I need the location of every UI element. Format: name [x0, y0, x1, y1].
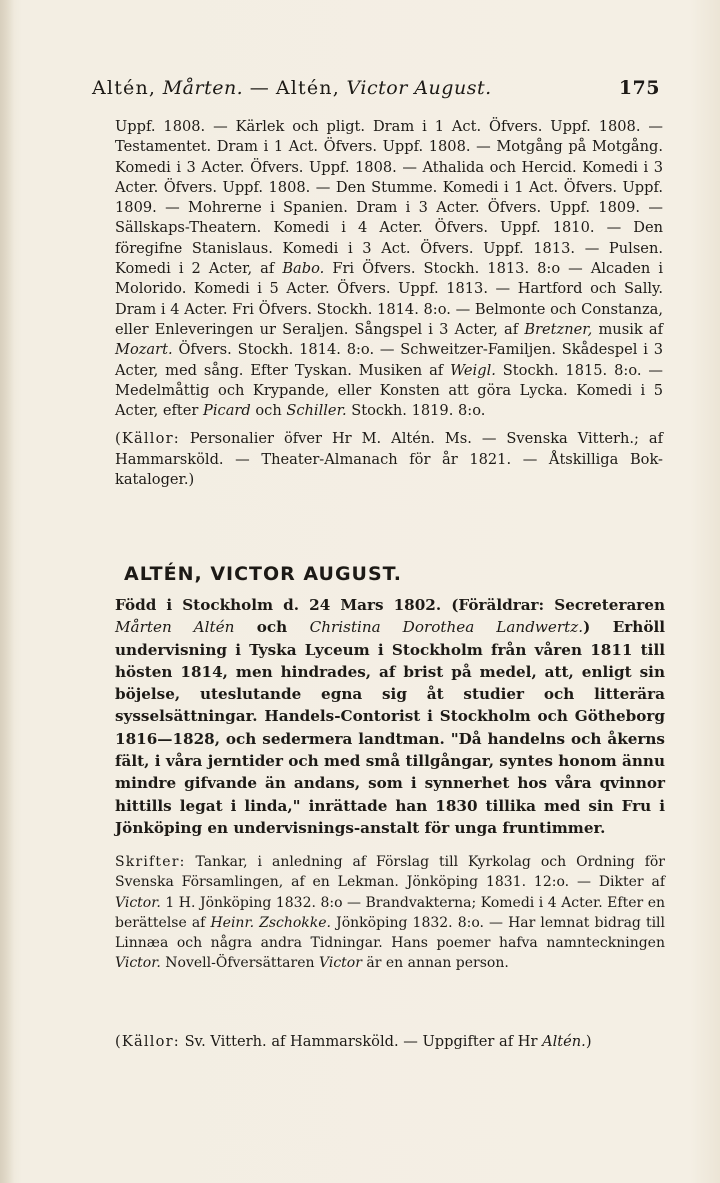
works-text: musik af [598, 320, 663, 338]
bio-text: Född i Stockholm d. 24 Mars 1802. (Föräldrar: Secreteraren [115, 596, 665, 614]
victor-sources [115, 1032, 665, 1052]
header-surname-1: Altén, [92, 77, 157, 99]
writings-text: Tankar, i anledning af Förslag till Kyrkolag och Ordning för Svenska Församlingen, af en Lekman. Jönköping 1831. 12:o. — Dikter af [115, 854, 665, 891]
works-text: Stockh. 1819. 8:o. [351, 402, 486, 420]
writings-text: är en annan person. [366, 955, 509, 972]
page-fold-shadow [0, 0, 14, 1183]
bio-text: ) Erhöll undervisning i Tyska Lyceum i Stockholm från våren 1811 till hösten 1814, men hindrades, af brist på medel, att, enligt sin böjelse, uteslutande egna sig åt studier och litterära sysselsättningar. Handels-Contorist i Stockholm och Götheborg 1816—1828, och sedermera landtman. "Då handelns och åkerns fält, i våra jerntider och med små tillgångar, syntes honom ännu mindre gifvande än andans, som i synnerhet hos våra qvinnor hittills legat i linda," inrättade han 1830 tillika med sin Fru i Jönköping en undervisnings-anstalt för unga fruntimmer. [115, 618, 665, 837]
pen-name-victor: Victor. [115, 955, 161, 972]
sources-text: Sv. Vitterh. af Hammarsköld. — Uppgifter af Hr [184, 1033, 538, 1050]
parent-mother: Christina Dorothea Landwertz. [309, 618, 584, 637]
header-firstname-2: Victor August. [346, 77, 492, 99]
writings-label: Skrifter: [115, 854, 186, 870]
author-picard: Picard [203, 402, 251, 420]
author-mozart: Mozart. [115, 341, 173, 359]
bio-text: och [256, 618, 288, 637]
works-text: Fri Öfvers. Stockh. 1813. 8:o — Alcaden i Molorido. Komedi i 5 Acter. Öfvers. Uppf. 1813. — Hartford och Sally. Dram i 4 Acter. Fri Öfvers. Stockh. 1814. 8:o. — Belmonte och Constanza, eller Enleveringen ur Seraljen. Sångspel i 3 Acter, af [115, 260, 663, 338]
entry-title-victor: ALTÉN, VICTOR AUGUST. [124, 563, 402, 585]
marten-works-section [115, 117, 663, 490]
sources-close: ) [585, 1033, 592, 1050]
victor-biography [115, 594, 665, 839]
marten-works-paragraph [115, 117, 663, 421]
header-dash: — [249, 77, 270, 99]
pen-name-victor: Victor. [115, 894, 161, 911]
sources-label: (Källor: [115, 430, 180, 448]
pen-name-victor: Victor [318, 955, 362, 972]
writings-text: 1 H. Jönköping 1832. 8:o — Brandvakterna; Komedi i 4 Acter. Efter en berättelse af [115, 894, 665, 931]
author-zschokke: Heinr. Zschokke. [210, 914, 332, 931]
victor-writings [115, 852, 665, 974]
marten-sources [115, 429, 663, 490]
works-text: Öfvers. Stockh. 1814. 8:o. — Schweitzer-Familjen. Skådespel i 3 Acter, med sång. Efter Tyskan. Musiken af [115, 341, 664, 379]
works-text: Uppf. 1808. — Kärlek och pligt. Dram i 1 Act. Öfvers. Uppf. 1808. — Testamentet. Dram i 1 Act. Öfvers. Uppf. 1808. — Motgång på Motgång. Komedi i 3 Acter. Öfvers. Uppf. 1808. — Athalida och Hercid. Komedi i 3 Acter. Öfvers. Uppf. 1808. — Den Stumme. Komedi i 1 Act. Öfvers. Uppf. 1809. — Mohrerne i Spanien. Dram i 3 Acter. Öfvers. Uppf. 1809. — Sällskaps-Theatern. Komedi i 4 Acter. Öfvers. Uppf. 1810. — Den föregifne Stanislaus. Komedi i 3 Act. Öfvers. Uppf. 1813. — Pulsen. Komedi i 2 Acter, af [115, 118, 663, 278]
works-text: Stockh. 1815. 8:o. — Medelmåttig och Krypande, eller Konsten att göra Lycka. Komedi i 5 Acter, efter [115, 361, 663, 420]
sources-text: Personalier öfver Hr M. Altén. Ms. — Svenska Vitterh.; af Hammarsköld. — Theater-Almanach för år 1821. — Åtskilliga Bok-kataloger.) [115, 430, 664, 489]
author-schiller: Schiller. [286, 402, 347, 420]
writings-text: Jönköping 1832. 8:o. — Har lemnat bidrag till Linnæa och några andra Tidningar. Hans poemer hafva namnteckningen [115, 914, 666, 952]
author-babo: Babo. [282, 260, 325, 278]
header-firstname-1: Mårten. [162, 77, 244, 99]
works-text: och [255, 402, 282, 420]
writings-text: Novell-Öfversättaren [165, 955, 315, 972]
sources-label: (Källor: [115, 1033, 180, 1050]
parent-father: Mårten Altén [115, 618, 235, 637]
author-weigl: Weigl. [450, 361, 496, 379]
running-header [92, 77, 660, 107]
header-surname-2: Altén, [275, 77, 340, 99]
author-bretzner: Bretzner, [524, 320, 593, 338]
page-number: 175 [618, 77, 660, 99]
sources-name: Altén. [542, 1033, 586, 1050]
